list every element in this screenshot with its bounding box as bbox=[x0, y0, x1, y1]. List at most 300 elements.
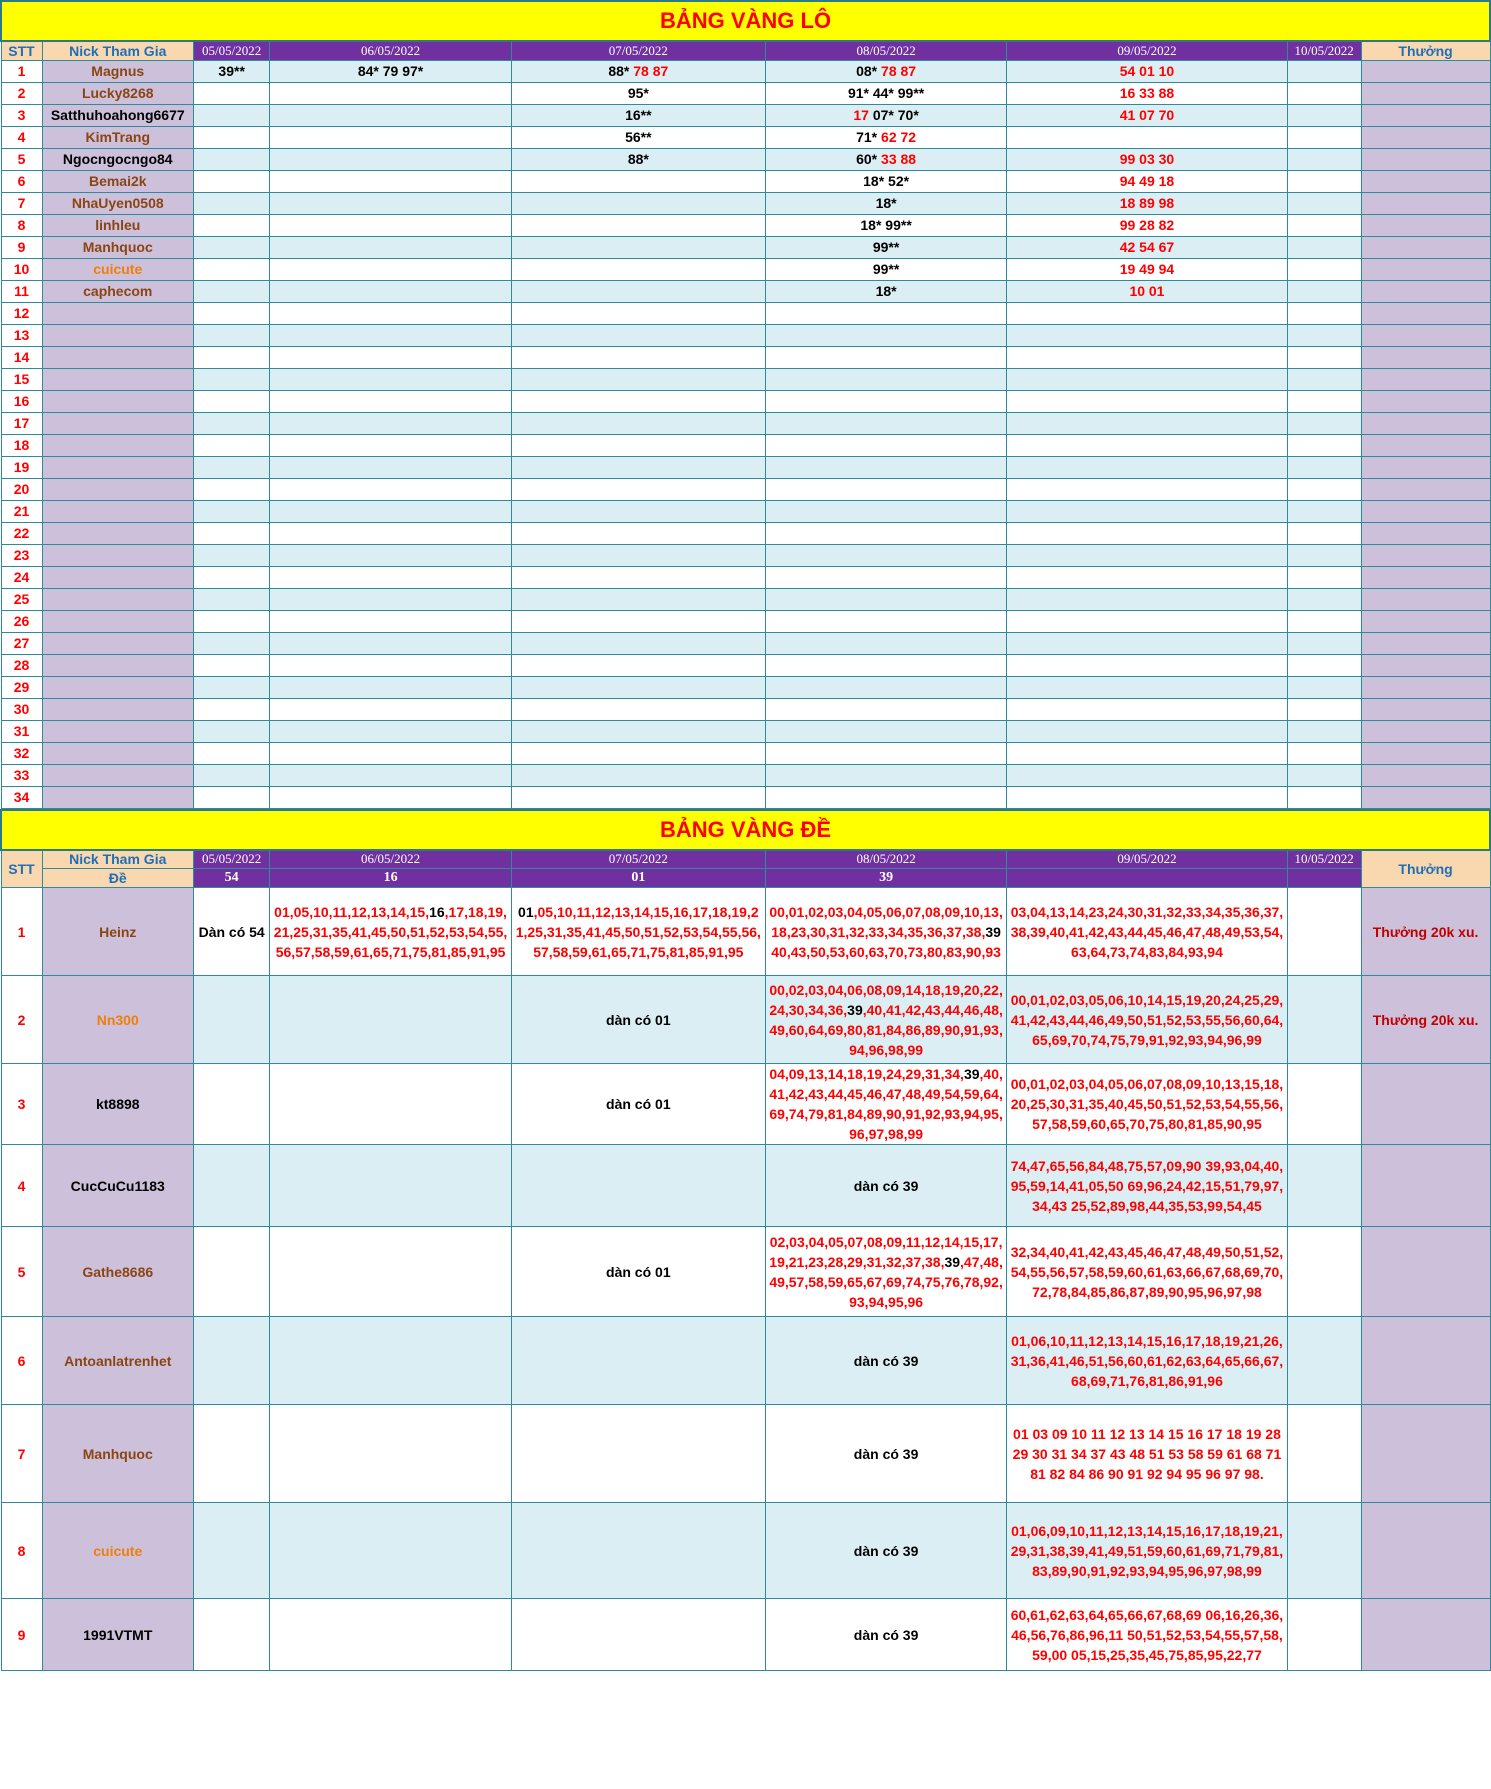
day-cell bbox=[270, 456, 512, 478]
day-cell bbox=[270, 258, 512, 280]
day-cell bbox=[1007, 1317, 1287, 1405]
day-cell bbox=[765, 1503, 1007, 1599]
nick-name: cuicute bbox=[42, 258, 194, 280]
nick-name: Satthuhoahong6677 bbox=[42, 104, 194, 126]
cell-text: 19 49 94 bbox=[1119, 261, 1175, 277]
cell-text: 74,47,65,56,84,48,75,57,09,90 39,93,04,40,95,59,14,41,05,50 69,96,24,42,15,51,79,97,34,43 25,52,89,98,44,35,53,99,54,45 bbox=[1010, 1157, 1284, 1214]
day-cell bbox=[270, 412, 512, 434]
table-row bbox=[1, 1503, 1490, 1599]
day-cell bbox=[511, 60, 765, 82]
day-cell bbox=[270, 544, 512, 566]
reward-cell bbox=[1361, 544, 1490, 566]
day-cell bbox=[765, 764, 1007, 786]
day-cell bbox=[1287, 1405, 1361, 1503]
cell-text: Dàn có 54 bbox=[198, 923, 265, 940]
day-cell bbox=[511, 126, 765, 148]
day-cell bbox=[270, 236, 512, 258]
day-cell bbox=[1287, 1503, 1361, 1599]
row-number: 4 bbox=[1, 1145, 42, 1227]
cell-text: 39 bbox=[944, 1253, 961, 1270]
table-row bbox=[1, 478, 1490, 500]
day-cell bbox=[765, 720, 1007, 742]
day-cell bbox=[1287, 1317, 1361, 1405]
row-number: 32 bbox=[1, 742, 42, 764]
day-cell bbox=[194, 676, 270, 698]
day-cell bbox=[765, 170, 1007, 192]
day-cell bbox=[765, 632, 1007, 654]
day-cell bbox=[1007, 1227, 1287, 1317]
nick-name: KimTrang bbox=[42, 126, 194, 148]
reward-cell bbox=[1361, 566, 1490, 588]
day-cell bbox=[1287, 412, 1361, 434]
day-cell bbox=[1287, 588, 1361, 610]
day-cell bbox=[511, 148, 765, 170]
day-cell bbox=[511, 170, 765, 192]
day-cell bbox=[511, 1317, 765, 1405]
day-cell bbox=[1287, 1145, 1361, 1227]
day-cell bbox=[270, 1503, 512, 1599]
cell-text: 78 87 bbox=[633, 63, 669, 79]
reward-cell bbox=[1361, 1064, 1490, 1145]
day-cell bbox=[765, 390, 1007, 412]
day-cell bbox=[194, 368, 270, 390]
day-cell bbox=[765, 434, 1007, 456]
day-cell bbox=[1287, 544, 1361, 566]
day-cell bbox=[270, 1145, 512, 1227]
day-cell bbox=[194, 82, 270, 104]
day-cell bbox=[1287, 456, 1361, 478]
row-number: 9 bbox=[1, 1599, 42, 1671]
day-cell bbox=[270, 698, 512, 720]
day-cell bbox=[511, 412, 765, 434]
day-cell bbox=[511, 346, 765, 368]
row-number: 28 bbox=[1, 654, 42, 676]
day-cell bbox=[194, 764, 270, 786]
nick-name: Heinz bbox=[42, 888, 194, 976]
row-number: 15 bbox=[1, 368, 42, 390]
cell-text: 88* bbox=[608, 63, 634, 79]
row-number: 9 bbox=[1, 236, 42, 258]
day-cell bbox=[194, 610, 270, 632]
row-number: 2 bbox=[1, 976, 42, 1064]
table-row bbox=[1, 632, 1490, 654]
day-cell bbox=[270, 764, 512, 786]
table-row bbox=[1, 170, 1490, 192]
nick-name bbox=[42, 786, 194, 808]
day-cell bbox=[511, 324, 765, 346]
day-cell bbox=[511, 434, 765, 456]
row-number: 24 bbox=[1, 566, 42, 588]
day-cell bbox=[1287, 500, 1361, 522]
nick-name bbox=[42, 742, 194, 764]
day-cell bbox=[1007, 632, 1287, 654]
day-cell bbox=[765, 500, 1007, 522]
header-date: 06/05/2022 bbox=[270, 41, 512, 60]
header-date: 05/05/2022 bbox=[194, 850, 270, 869]
nick-name: Nn300 bbox=[42, 976, 194, 1064]
table-row bbox=[1, 698, 1490, 720]
cell-text: 01 03 09 10 11 12 13 14 15 16 17 18 19 28 29 30 31 34 37 43 48 51 53 58 59 61 68 71 81 82 84 86 90 91 92 94 95 96 97 98. bbox=[1012, 1425, 1282, 1482]
day-cell bbox=[194, 566, 270, 588]
day-cell bbox=[511, 888, 765, 976]
nick-name: Gathe8686 bbox=[42, 1227, 194, 1317]
day-cell bbox=[1007, 236, 1287, 258]
row-number: 1 bbox=[1, 60, 42, 82]
day-cell bbox=[194, 258, 270, 280]
cell-text: 01,05,10,11,12,13,14,15, bbox=[274, 903, 430, 920]
day-cell bbox=[511, 302, 765, 324]
reward-cell bbox=[1361, 456, 1490, 478]
table-row bbox=[1, 104, 1490, 126]
day-cell bbox=[1287, 324, 1361, 346]
cell-text: 41 07 70 bbox=[1119, 107, 1175, 123]
day-cell bbox=[194, 478, 270, 500]
row-number: 22 bbox=[1, 522, 42, 544]
day-cell bbox=[511, 104, 765, 126]
day-cell bbox=[194, 544, 270, 566]
reward-cell bbox=[1361, 236, 1490, 258]
reward-cell bbox=[1361, 1503, 1490, 1599]
reward-cell bbox=[1361, 764, 1490, 786]
reward-cell bbox=[1361, 192, 1490, 214]
cell-text: 07* 70* bbox=[872, 107, 919, 123]
day-cell bbox=[1007, 544, 1287, 566]
nick-name bbox=[42, 544, 194, 566]
reward-cell bbox=[1361, 786, 1490, 808]
cell-text: 18* bbox=[875, 195, 897, 211]
cell-text: 10 01 bbox=[1129, 283, 1165, 299]
cell-text: 88* bbox=[627, 151, 649, 167]
day-cell bbox=[194, 390, 270, 412]
day-cell bbox=[270, 434, 512, 456]
nick-name bbox=[42, 676, 194, 698]
day-cell bbox=[1287, 632, 1361, 654]
nick-name bbox=[42, 610, 194, 632]
day-cell bbox=[1287, 236, 1361, 258]
cell-text: dàn có 01 bbox=[606, 1263, 671, 1280]
day-cell bbox=[1007, 478, 1287, 500]
cell-text: 01,06,09,10,11,12,13,14,15,16,17,18,19,21,29,31,38,39,41,49,51,59,60,61,69,71,79,81,83,89,90,91,92,93,94,95,96,97,98,99 bbox=[1010, 1522, 1284, 1579]
day-cell bbox=[194, 654, 270, 676]
reward-cell bbox=[1361, 412, 1490, 434]
day-cell bbox=[765, 412, 1007, 434]
table-row bbox=[1, 786, 1490, 808]
header-date: 08/05/2022 bbox=[765, 850, 1007, 869]
table-row bbox=[1, 720, 1490, 742]
day-cell bbox=[194, 192, 270, 214]
table-row bbox=[1, 346, 1490, 368]
table-row bbox=[1, 1317, 1490, 1405]
reward-cell bbox=[1361, 478, 1490, 500]
header-result: 54 bbox=[194, 869, 270, 888]
header-nick: Nick Tham Gia bbox=[42, 41, 194, 60]
day-cell bbox=[270, 522, 512, 544]
cell-text: dàn có 39 bbox=[853, 1542, 919, 1559]
cell-text: dàn có 39 bbox=[853, 1352, 919, 1369]
day-cell bbox=[1287, 280, 1361, 302]
header-de: Đề bbox=[42, 869, 194, 888]
day-cell bbox=[1007, 500, 1287, 522]
day-cell bbox=[194, 742, 270, 764]
cell-text: 84* 79 97* bbox=[357, 63, 424, 79]
day-cell bbox=[1287, 434, 1361, 456]
cell-text: 91* 44* 99** bbox=[847, 85, 925, 101]
day-cell bbox=[1007, 324, 1287, 346]
reward-cell bbox=[1361, 500, 1490, 522]
row-number: 34 bbox=[1, 786, 42, 808]
reward-cell bbox=[1361, 368, 1490, 390]
day-cell bbox=[1287, 676, 1361, 698]
day-cell bbox=[1007, 720, 1287, 742]
day-cell bbox=[1287, 302, 1361, 324]
day-cell bbox=[1007, 588, 1287, 610]
day-cell bbox=[1007, 434, 1287, 456]
table-row bbox=[1, 676, 1490, 698]
header-reward: Thưởng bbox=[1361, 850, 1490, 888]
header-date: 09/05/2022 bbox=[1007, 850, 1287, 869]
row-number: 6 bbox=[1, 1317, 42, 1405]
table-row bbox=[1, 368, 1490, 390]
day-cell bbox=[765, 214, 1007, 236]
day-cell bbox=[1287, 192, 1361, 214]
day-cell bbox=[511, 1599, 765, 1671]
table-row bbox=[1, 588, 1490, 610]
day-cell bbox=[270, 1317, 512, 1405]
nick-name bbox=[42, 764, 194, 786]
header-date: 10/05/2022 bbox=[1287, 850, 1361, 869]
reward-cell bbox=[1361, 280, 1490, 302]
cell-text: 60,61,62,63,64,65,66,67,68,69 06,16,26,36,46,56,76,86,96,11 50,51,52,53,54,55,57,58,59,00 05,15,25,35,45,75,85,95,22,77 bbox=[1010, 1606, 1284, 1663]
header-date: 08/05/2022 bbox=[765, 41, 1007, 60]
day-cell bbox=[1287, 478, 1361, 500]
cell-text: 02,03,04,05,07,08,09,11,12,14,15,17,19,21,23,28,29,31,32,37,38, bbox=[769, 1233, 1003, 1270]
cell-text: 71* bbox=[856, 129, 882, 145]
reward-cell bbox=[1361, 1317, 1490, 1405]
reward-cell bbox=[1361, 1227, 1490, 1317]
day-cell bbox=[1007, 1503, 1287, 1599]
cell-text: ,05,10,11,12,13,14,15,16,17,18,19,21,25,31,35,41,45,50,51,52,53,54,55,56,57,58,59,61,65,71,75,81,85,91,95 bbox=[515, 903, 761, 960]
day-cell bbox=[765, 588, 1007, 610]
day-cell bbox=[1007, 390, 1287, 412]
table-row bbox=[1, 434, 1490, 456]
day-cell bbox=[1287, 1599, 1361, 1671]
day-cell bbox=[1007, 742, 1287, 764]
header-date: 05/05/2022 bbox=[194, 41, 270, 60]
day-cell bbox=[1007, 126, 1287, 148]
day-cell bbox=[765, 368, 1007, 390]
reward-cell bbox=[1361, 632, 1490, 654]
cell-text: dàn có 01 bbox=[606, 1096, 671, 1112]
day-cell bbox=[270, 60, 512, 82]
day-cell bbox=[511, 786, 765, 808]
table-row bbox=[1, 742, 1490, 764]
day-cell bbox=[511, 764, 765, 786]
nick-name bbox=[42, 654, 194, 676]
day-cell bbox=[1287, 888, 1361, 976]
nick-name: Manhquoc bbox=[42, 1405, 194, 1503]
reward-cell bbox=[1361, 720, 1490, 742]
day-cell bbox=[194, 720, 270, 742]
day-cell bbox=[511, 368, 765, 390]
table-row bbox=[1, 126, 1490, 148]
day-cell bbox=[270, 1405, 512, 1503]
cell-text: 33 88 bbox=[881, 151, 917, 167]
day-cell bbox=[1287, 390, 1361, 412]
cell-text: 40,43,50,53,60,63,70,73,80,83,90,93 bbox=[771, 943, 1001, 960]
reward-cell bbox=[1361, 610, 1490, 632]
row-number: 17 bbox=[1, 412, 42, 434]
day-cell bbox=[765, 456, 1007, 478]
table-row bbox=[1, 1405, 1490, 1503]
day-cell bbox=[1007, 698, 1287, 720]
reward-cell bbox=[1361, 698, 1490, 720]
table-row bbox=[1, 976, 1490, 1064]
nick-name bbox=[42, 346, 194, 368]
day-cell bbox=[765, 82, 1007, 104]
day-cell bbox=[511, 192, 765, 214]
nick-name bbox=[42, 500, 194, 522]
cell-text: 60* bbox=[856, 151, 882, 167]
day-cell bbox=[511, 522, 765, 544]
table-row bbox=[1, 1064, 1490, 1145]
day-cell bbox=[1287, 258, 1361, 280]
header-date: 07/05/2022 bbox=[511, 41, 765, 60]
day-cell bbox=[511, 544, 765, 566]
day-cell bbox=[1007, 522, 1287, 544]
de-table bbox=[0, 809, 1491, 1672]
day-cell bbox=[270, 82, 512, 104]
day-cell bbox=[765, 654, 1007, 676]
nick-name bbox=[42, 434, 194, 456]
day-cell bbox=[765, 236, 1007, 258]
day-cell bbox=[511, 1227, 765, 1317]
day-cell bbox=[765, 742, 1007, 764]
cell-text: 17 bbox=[853, 107, 873, 123]
day-cell bbox=[1007, 566, 1287, 588]
cell-text: 95* bbox=[627, 85, 649, 101]
row-number: 7 bbox=[1, 1405, 42, 1503]
day-cell bbox=[270, 500, 512, 522]
day-cell bbox=[1287, 346, 1361, 368]
row-number: 13 bbox=[1, 324, 42, 346]
reward-cell bbox=[1361, 104, 1490, 126]
nick-name bbox=[42, 456, 194, 478]
day-cell bbox=[270, 148, 512, 170]
row-number: 3 bbox=[1, 104, 42, 126]
header-stt: STT bbox=[1, 41, 42, 60]
table-row bbox=[1, 1227, 1490, 1317]
cell-text: dàn có 39 bbox=[853, 1177, 919, 1194]
day-cell bbox=[270, 192, 512, 214]
day-cell bbox=[511, 1405, 765, 1503]
day-cell bbox=[270, 976, 512, 1064]
day-cell bbox=[194, 214, 270, 236]
day-cell bbox=[194, 434, 270, 456]
cell-text: 94 49 18 bbox=[1119, 173, 1175, 189]
cell-text: 56** bbox=[625, 129, 652, 145]
day-cell bbox=[194, 148, 270, 170]
day-cell bbox=[765, 148, 1007, 170]
day-cell bbox=[1007, 346, 1287, 368]
day-cell bbox=[194, 698, 270, 720]
row-number: 5 bbox=[1, 1227, 42, 1317]
header-result bbox=[1287, 869, 1361, 888]
header-result: 39 bbox=[765, 869, 1007, 888]
day-cell bbox=[270, 390, 512, 412]
day-cell bbox=[270, 324, 512, 346]
table-row bbox=[1, 654, 1490, 676]
row-number: 6 bbox=[1, 170, 42, 192]
reward-cell bbox=[1361, 676, 1490, 698]
row-number: 2 bbox=[1, 82, 42, 104]
cell-text: 00,01,02,03,04,05,06,07,08,09,10,13,15,18,20,25,30,31,35,40,45,50,51,52,53,54,55,56,57,58,59,60,65,70,75,80,81,85,90,95 bbox=[1010, 1076, 1284, 1132]
day-cell bbox=[1007, 412, 1287, 434]
lo-table bbox=[0, 0, 1491, 809]
day-cell bbox=[765, 522, 1007, 544]
row-number: 18 bbox=[1, 434, 42, 456]
cell-text: ,40,41,42,43,44,45,46,47,48,49,54,59,64,69,74,79,81,84,89,90,91,92,93,94,95,96,97,98,99 bbox=[769, 1066, 1003, 1142]
day-cell bbox=[1287, 368, 1361, 390]
nick-name bbox=[42, 588, 194, 610]
day-cell bbox=[194, 588, 270, 610]
cell-text: ,47,48,49,57,58,59,65,67,69,74,75,76,78,92,93,94,95,96 bbox=[769, 1253, 1003, 1310]
nick-name: Antoanlatrenhet bbox=[42, 1317, 194, 1405]
day-cell bbox=[765, 192, 1007, 214]
day-cell bbox=[1007, 1064, 1287, 1145]
reward-cell bbox=[1361, 1145, 1490, 1227]
header-date: 07/05/2022 bbox=[511, 850, 765, 869]
reward-cell bbox=[1361, 742, 1490, 764]
day-cell bbox=[270, 786, 512, 808]
day-cell bbox=[194, 456, 270, 478]
day-cell bbox=[1007, 280, 1287, 302]
header-result: 16 bbox=[270, 869, 512, 888]
day-cell bbox=[1007, 1145, 1287, 1227]
day-cell bbox=[511, 1145, 765, 1227]
day-cell bbox=[511, 390, 765, 412]
cell-text: 99 28 82 bbox=[1119, 217, 1175, 233]
header-result bbox=[1007, 869, 1287, 888]
reward-cell bbox=[1361, 302, 1490, 324]
header-reward: Thưởng bbox=[1361, 41, 1490, 60]
day-cell bbox=[1287, 60, 1361, 82]
day-cell bbox=[1007, 214, 1287, 236]
cell-text: 01 bbox=[518, 903, 534, 920]
day-cell bbox=[1007, 148, 1287, 170]
day-cell bbox=[511, 258, 765, 280]
day-cell bbox=[511, 1503, 765, 1599]
day-cell bbox=[1287, 976, 1361, 1064]
reward-cell bbox=[1361, 390, 1490, 412]
day-cell bbox=[765, 1145, 1007, 1227]
row-number: 3 bbox=[1, 1064, 42, 1145]
day-cell bbox=[765, 126, 1007, 148]
day-cell bbox=[511, 976, 765, 1064]
cell-text: 42 54 67 bbox=[1119, 239, 1175, 255]
nick-name bbox=[42, 412, 194, 434]
day-cell bbox=[270, 346, 512, 368]
day-cell bbox=[1007, 192, 1287, 214]
day-cell bbox=[765, 280, 1007, 302]
day-cell bbox=[511, 698, 765, 720]
day-cell bbox=[511, 236, 765, 258]
day-cell bbox=[511, 1064, 765, 1145]
day-cell bbox=[1007, 764, 1287, 786]
day-cell bbox=[765, 258, 1007, 280]
cell-text: 18* bbox=[875, 283, 897, 299]
day-cell bbox=[511, 280, 765, 302]
day-cell bbox=[1007, 786, 1287, 808]
